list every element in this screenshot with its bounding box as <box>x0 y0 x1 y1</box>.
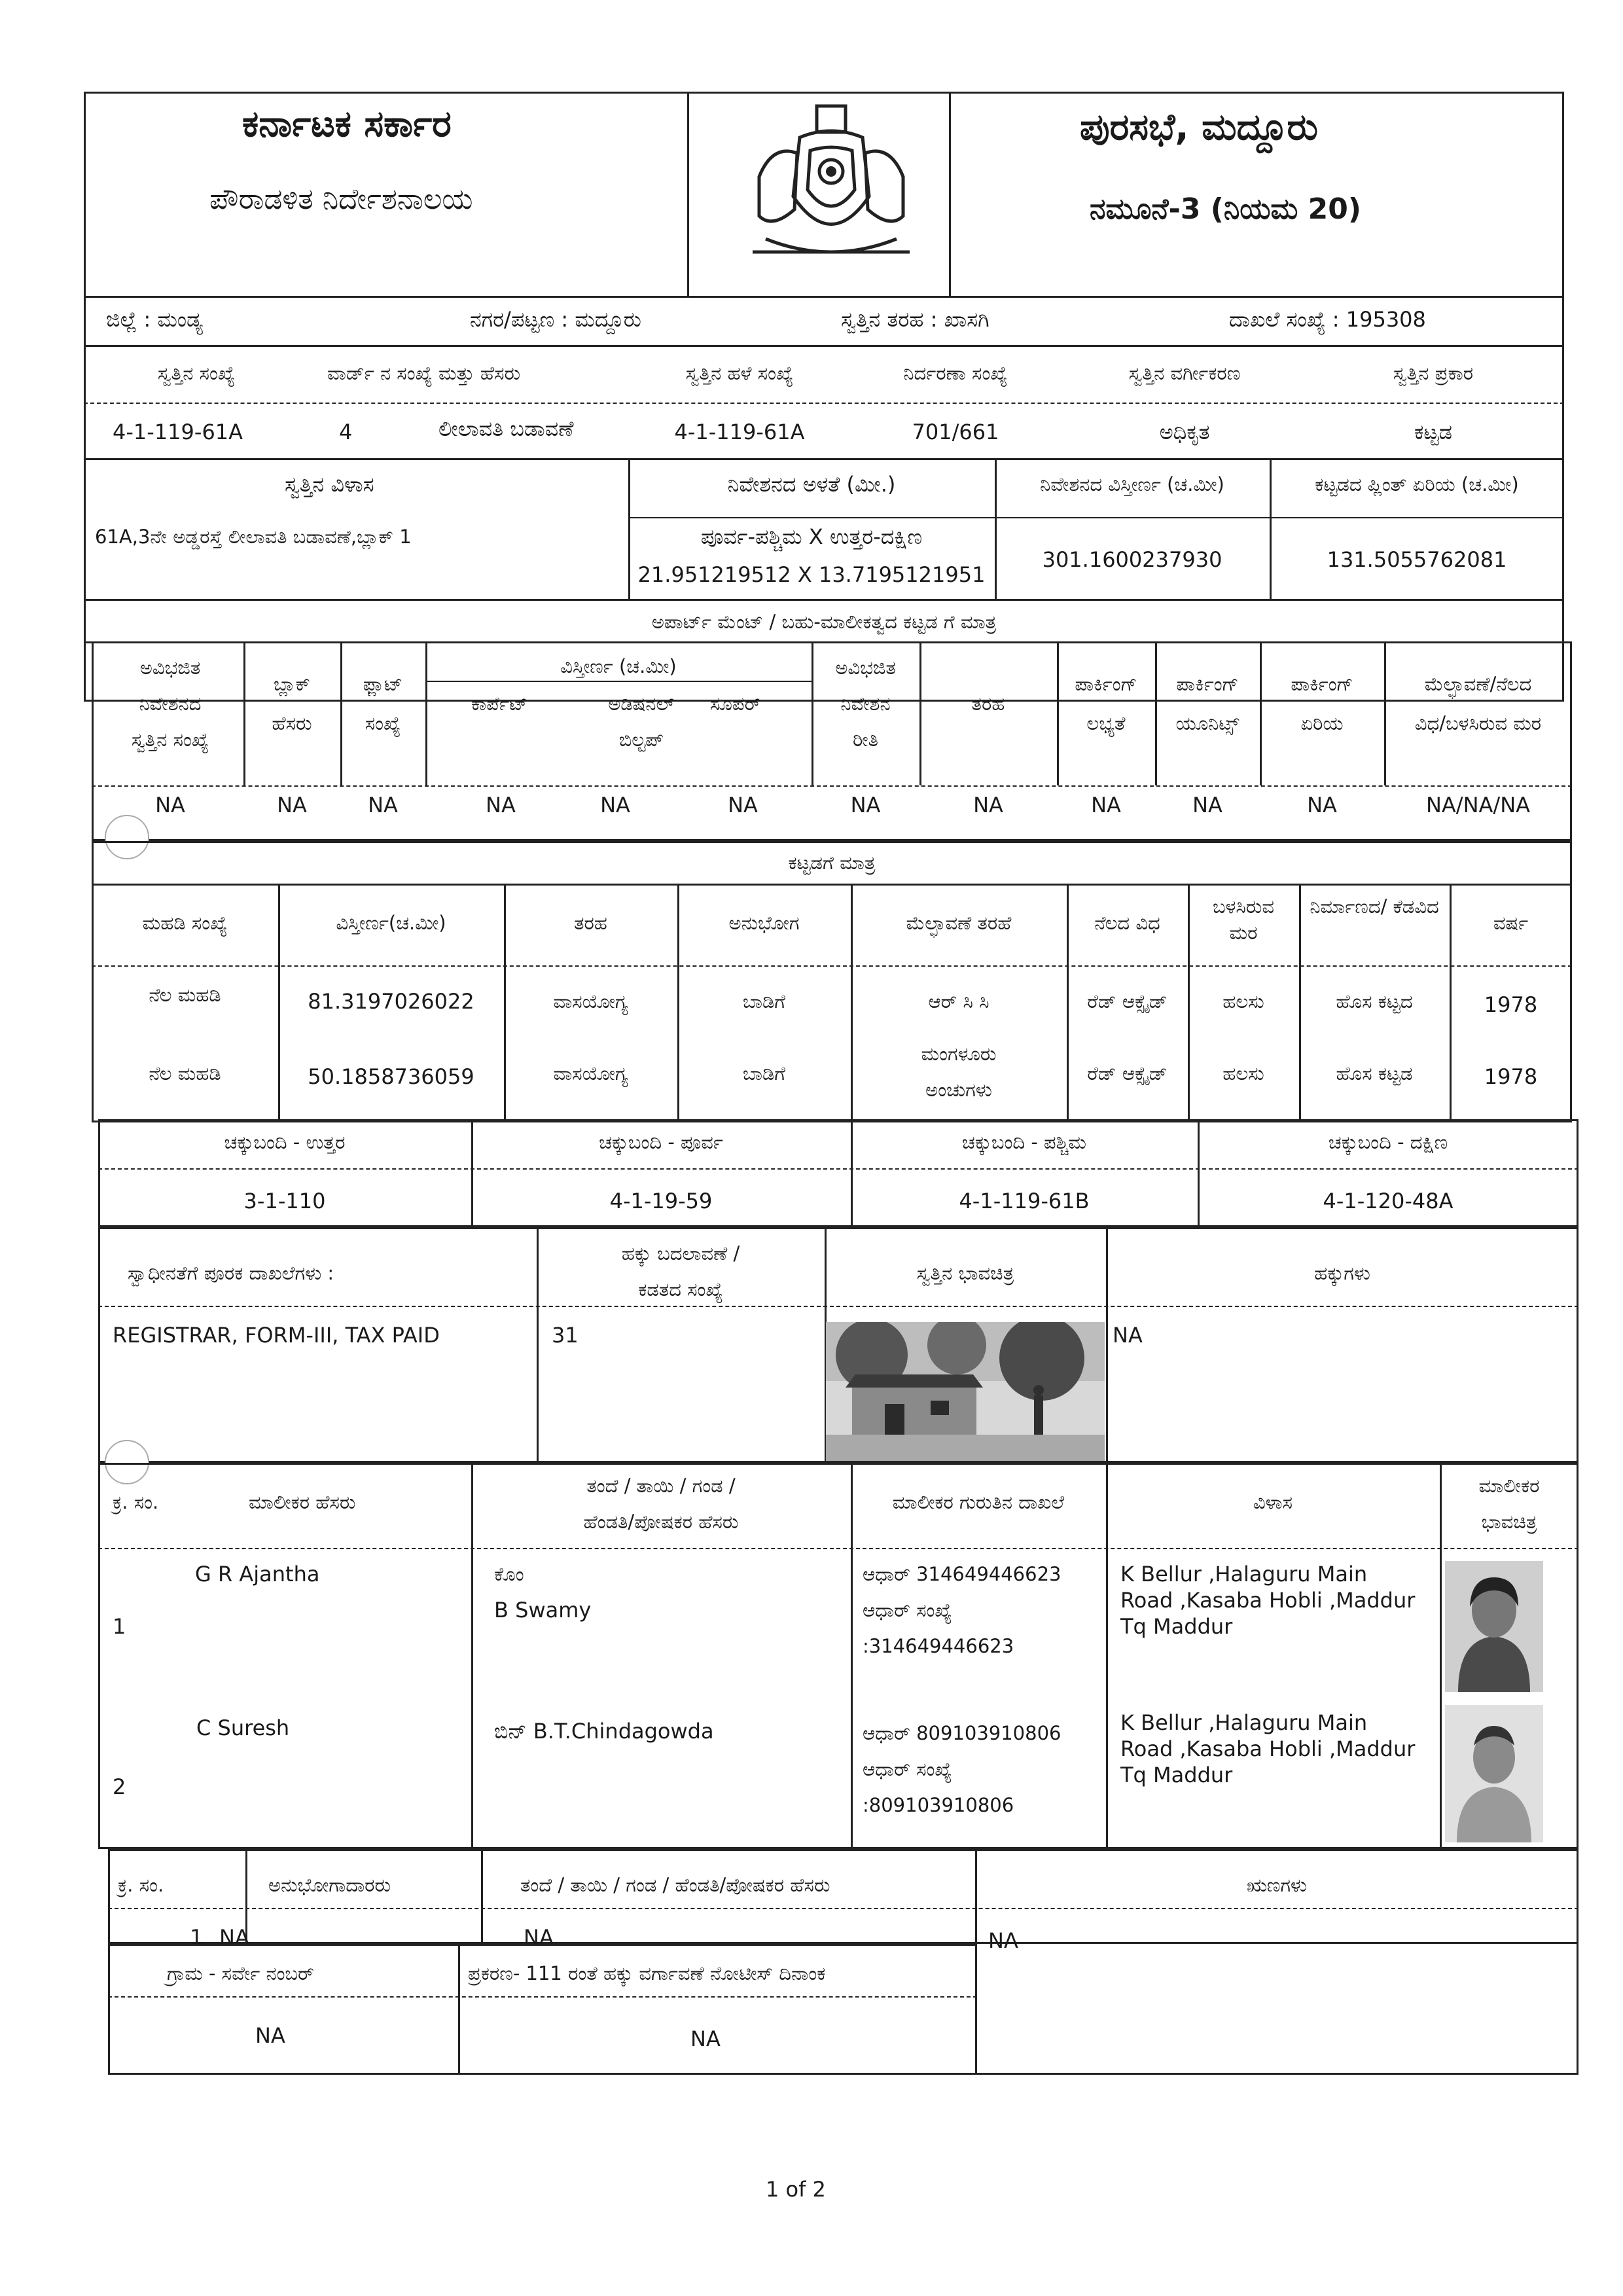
apt-value-12: NA/NA/NA <box>1425 793 1531 817</box>
h-floor: ಮಹಡಿ ಸಂಖ್ಯೆ <box>142 912 228 934</box>
h-block-1: ಬ್ಲಾಕ್ <box>274 673 310 695</box>
owner-1-sl: 1 <box>113 1614 126 1639</box>
town: ನಗರ/ಪಟ್ಟಣ : ಮದ್ದೂರು <box>470 307 641 332</box>
boundary-east: 4-1-19-59 <box>609 1189 713 1213</box>
owner-2-aadhaar-line: ಆಧಾರ್ 809103910806 <box>863 1722 1061 1744</box>
state-emblem-icon <box>740 98 923 275</box>
council-title: ಪುರಸಭೆ, ಮದ್ದೂರು <box>1080 106 1318 149</box>
govt-title: ಕರ್ನಾಟಕ ಸರ್ಕಾರ <box>242 103 452 145</box>
h-build-kind: ತರಹ <box>574 912 607 934</box>
row1-flooring: ರೆಡ್ ಆಕ್ಸೈಡ್ <box>1087 990 1168 1013</box>
occupant-label: ಅನುಭೋಗಾದಾರರು <box>268 1874 391 1896</box>
mutation-number: 31 <box>552 1323 579 1348</box>
owner-name-label: ಮಾಲೀಕರ ಹೆಸರು <box>249 1491 356 1513</box>
boundary-west: 4-1-119-61B <box>959 1189 1090 1213</box>
row2-year: 1978 <box>1484 1064 1538 1089</box>
h-undivided-1: ಅವಿಭಜಿತ <box>139 656 201 679</box>
occupant-sl: 1 <box>190 1925 204 1950</box>
building-section-title: ಕಟ್ಟಡಗೆ ಮಾತ್ರ <box>788 852 876 874</box>
row2-kind: ವಾಸಯೋಗ್ಯ <box>553 1062 628 1085</box>
h-flat-1: ಫ್ಲಾಟ್ <box>363 673 403 695</box>
boundary-south: 4-1-120-48A <box>1323 1189 1454 1213</box>
property-type: ಕಟ್ಟಡ <box>1414 420 1452 444</box>
apt-value-6: NA <box>728 793 758 817</box>
property-kind: ಸ್ವತ್ತಿನ ತರಹ : ಖಾಸಗಿ <box>841 307 990 332</box>
owner-2-address-3: Tq Maddur <box>1120 1763 1233 1787</box>
ward-number: 4 <box>339 420 353 444</box>
owner-1-relation-prefix: ಕೊಂ <box>494 1563 524 1585</box>
apt-value-11: NA <box>1307 793 1337 817</box>
row1-kind: ವಾಸಯೋಗ್ಯ <box>553 990 628 1013</box>
h-super: ಸೂಪರ್ <box>710 692 761 715</box>
survey-number: NA <box>255 2023 285 2048</box>
apt-value-8: NA <box>973 793 1003 817</box>
h-roof-type: ಮೆಲ್ಛಾವಣೆ ತರಹೆ <box>906 912 1012 934</box>
apt-value-3: NA <box>368 793 398 817</box>
owner-2-relation-name: B.T.Chindagowda <box>533 1719 714 1744</box>
plinth-area-label: ಕಟ್ಟಡದ ಪ್ಲಿಂತ್ ಏರಿಯ (ಚ.ಮೀ) <box>1315 473 1519 495</box>
h-method-3: ರೀತಿ <box>852 728 879 751</box>
owner-photo-label-2: ಭಾವಚಿತ್ರ <box>1481 1511 1537 1533</box>
rights-label: ಹಕ್ಕುಗಳು <box>1314 1262 1370 1284</box>
plinth-area: 131.5055762081 <box>1327 547 1507 572</box>
owner-2-name: C Suresh <box>196 1715 290 1740</box>
h-additional-2: ಬಿಲ್ಟಪ್ <box>618 728 664 751</box>
occupant-sl-label: ಕ್ರ. ಸಂ. <box>118 1874 164 1896</box>
owner-2-aadhaar-label: ಆಧಾರ್ ಸಂಖ್ಯೆ <box>863 1758 952 1780</box>
h-carpet: ಕಾರ್ಪೆಟ್ <box>471 692 528 715</box>
h-roof-1: ಮೆಲ್ಛಾವಣೆ/ನೆಲದ <box>1424 673 1532 695</box>
header-assessment-number: ನಿರ್ದರಣಾ ಸಂಖ್ಯೆ <box>903 362 1008 384</box>
form-title: ನಮೂನೆ-3 (ನಿಯಮ 20) <box>1090 192 1361 226</box>
row2-flooring: ರೆಡ್ ಆಕ್ಸೈಡ್ <box>1087 1062 1168 1085</box>
owner-1-photo <box>1445 1561 1543 1692</box>
site-area: 301.1600237930 <box>1042 547 1222 572</box>
h-roof-2: ವಿಧ/ಬಳಸಿರುವ ಮರ <box>1414 712 1542 734</box>
survey-label: ಗ್ರಾಮ - ಸರ್ವೇ ನಂಬರ್ <box>167 1962 314 1984</box>
property-box <box>84 296 1564 702</box>
h-year: ವರ್ಷ <box>1493 912 1529 934</box>
owner-1-address-2: Road ,Kasaba Hobli ,Maddur <box>1120 1588 1416 1613</box>
h-method-2: ನಿವೇಶನ <box>840 692 891 715</box>
docs-label: ಸ್ವಾಧೀನತೆಗೆ ಪೂರಕ ದಾಖಲೆಗಳು : <box>128 1262 334 1284</box>
h-parking-area-2: ಏರಿಯ <box>1300 712 1344 734</box>
h-parking-avail-1: ಪಾರ್ಕಿಂಗ್ <box>1075 673 1137 695</box>
apt-value-9: NA <box>1091 793 1121 817</box>
owner-1-aadhaar: :314649446623 <box>863 1635 1014 1657</box>
row2-floor: ನೆಲ ಮಹಡಿ <box>149 1062 221 1085</box>
owner-relation-label-2: ಹೆಂಡತಿ/ಪೋಷಕರ ಹೆಸರು <box>583 1511 739 1533</box>
owner-2-photo <box>1445 1705 1543 1842</box>
property-number: 4-1-119-61A <box>113 420 243 444</box>
boundary-east-label: ಚಕ್ಕುಬಂದಿ - ಪೂರ್ವ <box>599 1131 723 1153</box>
apartment-section-title: ಅಪಾರ್ಟ್ ಮೆಂಟ್ / ಬಹು-ಮಾಲೀಕತ್ವದ ಕಟ್ಟಡ ಗೆ ಮಾತ್ರ <box>651 611 997 633</box>
row1-wood: ಹಲಸು <box>1222 990 1264 1013</box>
boundary-north: 3-1-110 <box>243 1189 326 1213</box>
h-additional-1: ಅಡಿಷನಲ್ <box>608 692 675 715</box>
h-parking-units-1: ಪಾರ್ಕಿಂಗ್ <box>1176 673 1239 695</box>
h-parking-area-1: ಪಾರ್ಕಿಂಗ್ <box>1291 673 1353 695</box>
record-number: ದಾಖಲೆ ಸಂಖ್ಯೆ : 195308 <box>1229 307 1426 332</box>
header-old-number: ಸ್ವತ್ತಿನ ಹಳೆ ಸಂಖ್ಯೆ <box>685 362 794 384</box>
property-address: 61A,3ನೇ ಅಡ್ಡರಸ್ತೆ ಲೀಲಾವತಿ ಬಡಾವಣೆ,ಬ್ಲಾಕ್ 1 <box>95 526 412 548</box>
header-classification: ಸ್ವತ್ತಿನ ವರ್ಗೀಕರಣ <box>1128 362 1241 384</box>
dimension-value: 21.951219512 X 13.7195121951 <box>637 562 986 587</box>
h-kind: ತರಹ <box>971 692 1005 715</box>
header-property-type: ಸ್ವತ್ತಿನ ಪ್ರಕಾರ <box>1393 362 1474 384</box>
notice-date: NA <box>690 2026 721 2051</box>
owner-1-name: G R Ajantha <box>195 1562 320 1587</box>
apt-value-5: NA <box>600 793 630 817</box>
header-ward: ವಾರ್ಡ್ ನ ಸಂಖ್ಯೆ ಮತ್ತು ಹೆಸರು <box>327 362 521 384</box>
address-label: ಸ್ವತ್ತಿನ ವಿಳಾಸ <box>285 472 374 497</box>
h-usage: ಅನುಭೋಗ <box>728 912 800 934</box>
row2-status: ಹೊಸ ಕಟ್ಟಡ <box>1336 1062 1413 1085</box>
occupant-relation: NA <box>524 1925 554 1950</box>
h-undivided-2: ನಿವೇಶನದ <box>139 692 202 715</box>
page-number: 1 of 2 <box>766 2177 826 2202</box>
supporting-docs: REGISTRAR, FORM-III, TAX PAID <box>113 1323 440 1348</box>
row1-status: ಹೊಸ ಕಟ್ಟದ <box>1336 990 1413 1013</box>
h-parking-avail-2: ಲಭ್ಯತೆ <box>1086 712 1126 734</box>
owner-2-address-1: K Bellur ,Halaguru Main <box>1120 1710 1368 1735</box>
owner-relation-label-1: ತಂದೆ / ತಾಯಿ / ಗಂಡ / <box>586 1475 736 1497</box>
boundary-south-label: ಚಕ್ಕುಬಂದಿ - ದಕ್ಷಿಣ <box>1328 1131 1448 1153</box>
h-parking-units-2: ಯೂನಿಟ್ಸ್ <box>1175 712 1240 734</box>
row1-use: ಬಾಡಿಗೆ <box>742 990 786 1013</box>
occupant-name: NA <box>219 1925 249 1950</box>
owner-1-address-1: K Bellur ,Halaguru Main <box>1120 1562 1368 1587</box>
owner-2-relation <box>494 1718 714 1744</box>
row1-floor: ನೆಲ ಮಹಡಿ <box>149 984 221 1006</box>
h-method-1: ಅವಿಭಜಿತ <box>835 656 896 679</box>
h-flat-2: ಸಂಖ್ಯೆ <box>365 712 401 734</box>
owner-2-relation-prefix: ಬಿನ್ <box>494 1719 527 1744</box>
row1-roof: ಆರ್ ಸಿ ಸಿ <box>928 990 990 1013</box>
apt-value-2: NA <box>277 793 307 817</box>
header-property-number: ಸ್ವತ್ತಿನ ಸಂಖ್ಯೆ <box>157 362 236 384</box>
owner-2-sl: 2 <box>113 1774 126 1799</box>
row2-wood: ಹಲಸು <box>1222 1062 1264 1085</box>
row2-area: 50.1858736059 <box>308 1064 474 1089</box>
apt-value-4: NA <box>486 793 516 817</box>
notice-label: ಪ್ರಕರಣ- 111 ರಂತೆ ಹಕ್ಕು ವರ್ಗಾವಣೆ ನೋಟೀಸ್ ದಿನಾಂಕ <box>468 1962 826 1984</box>
liabilities-label: ಋಣಗಳು <box>1246 1874 1308 1896</box>
row2-roof-2: ಅಂಚುಗಳು <box>925 1079 992 1101</box>
h-undivided-3: ಸ್ವತ್ತಿನ ಸಂಖ್ಯೆ <box>131 728 209 751</box>
h-flooring: ನೆಲದ ವಿಧ <box>1094 912 1160 934</box>
owner-1-aadhaar-line: ಆಧಾರ್ 314649446623 <box>863 1563 1061 1585</box>
apt-value-10: NA <box>1192 793 1222 817</box>
assessment-number: 701/661 <box>912 420 999 444</box>
mutation-label-1: ಹಕ್ಕು ಬದಲಾವಣೆ / <box>621 1242 740 1265</box>
liabilities: NA <box>988 1928 1018 1953</box>
occupant-relation-label: ತಂದೆ / ತಾಯಿ / ಗಂಡ / ಹೆಂಡತಿ/ಪೋಷಕರ ಹೆಸರು <box>520 1874 830 1896</box>
owner-1-address-3: Tq Maddur <box>1120 1614 1233 1639</box>
boundary-north-label: ಚಕ್ಕುಬಂದಿ - ಉತ್ತರ <box>224 1131 346 1153</box>
row2-use: ಬಾಡಿಗೆ <box>742 1062 786 1085</box>
directorate-title: ಪೌರಾಡಳಿತ ನಿರ್ದೇಶನಾಲಯ <box>209 183 473 216</box>
ward-name: ಲೀಲಾವತಿ ಬಡಾವಣೆ <box>438 416 574 441</box>
owner-1-relation-name: B Swamy <box>494 1598 592 1623</box>
owner-id-label: ಮಾಲೀಕರ ಗುರುತಿನ ದಾಖಲೆ <box>892 1491 1065 1513</box>
boundary-west-label: ಚಕ್ಕುಬಂದಿ - ಪಶ್ಚಿಮ <box>962 1131 1086 1153</box>
dimension-direction: ಪೂರ್ವ-ಪಶ್ಚಿಮ X ಉತ್ತರ-ದಕ್ಷಿಣ <box>700 524 923 549</box>
owner-address-label: ವಿಳಾಸ <box>1253 1491 1293 1513</box>
rights-value: NA <box>1113 1323 1143 1348</box>
property-photo-label: ಸ್ವತ್ತಿನ ಭಾವಚಿತ್ರ <box>916 1262 1014 1284</box>
h-area: ವಿಸ್ತೀರ್ಣ (ಚ.ಮೀ) <box>560 655 677 677</box>
owner-sl-label: ಕ್ರ. ಸಂ. <box>113 1491 159 1513</box>
property-photo <box>826 1322 1105 1461</box>
h-construction: ನಿರ್ಮಾಣದ/ ಕೆಡವಿದ <box>1310 895 1439 918</box>
owner-2-address-2: Road ,Kasaba Hobli ,Maddur <box>1120 1736 1416 1761</box>
owner-photo-label-1: ಮಾಲೀಕರ <box>1478 1475 1540 1497</box>
row2-roof: ಮಂಗಳೂರು <box>921 1043 997 1065</box>
site-area-label: ನಿವೇಶನದ ವಿಸ್ತೀರ್ಣ (ಚ.ಮೀ) <box>1040 473 1224 495</box>
district: ಜಿಲ್ಲೆ : ಮಂಡ್ಯ <box>106 307 203 332</box>
h-block-2: ಹೆಸರು <box>272 712 312 734</box>
owner-1-aadhaar-label: ಆಧಾರ್ ಸಂಖ್ಯೆ <box>863 1599 952 1621</box>
old-number: 4-1-119-61A <box>674 420 805 444</box>
h-build-area: ವಿಸ್ತೀರ್ಣ(ಚ.ಮೀ) <box>336 912 446 934</box>
owner-2-aadhaar: :809103910806 <box>863 1794 1014 1816</box>
mutation-label-2: ಕಡತದ ಸಂಖ್ಯೆ <box>638 1278 723 1300</box>
liabilities-box <box>975 1944 1578 2075</box>
row1-area: 81.3197026022 <box>308 989 474 1014</box>
apt-value-7: NA <box>850 793 881 817</box>
site-dimension-label: ನಿವೇಶನದ ಅಳತೆ (ಮೀ.) <box>727 472 896 497</box>
classification: ಅಧಿಕೃತ <box>1159 420 1210 444</box>
apt-value-1: NA <box>155 793 185 817</box>
h-wood: ಬಳಸಿರುವ ಮರ <box>1213 895 1274 944</box>
row1-year: 1978 <box>1484 992 1538 1017</box>
